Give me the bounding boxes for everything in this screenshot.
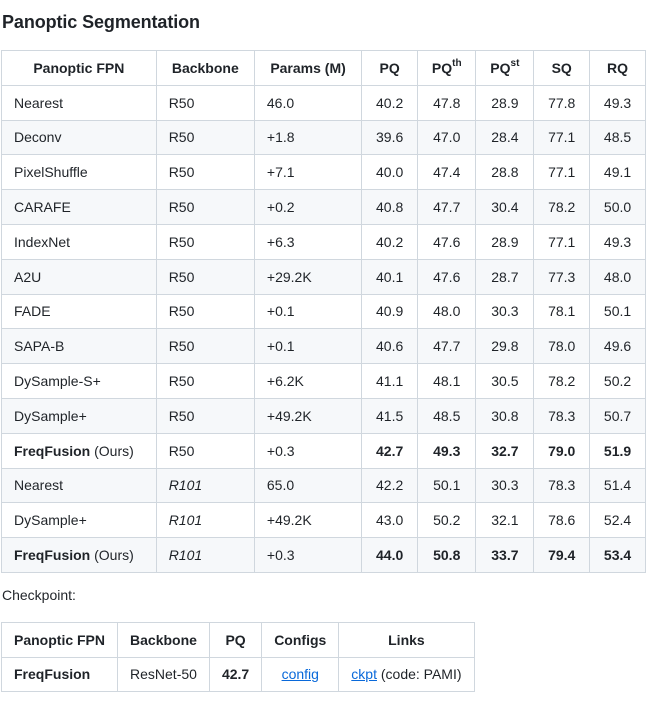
method-suffix: (Ours) [90,547,134,564]
params-cell: 65.0 [254,468,361,503]
method-cell [2,364,157,399]
backbone-cell: R50 [156,155,254,190]
method-name: CARAFE [14,199,71,216]
rq-cell: 50.2 [590,364,646,399]
params-cell: 46.0 [254,85,361,120]
config-link[interactable]: config [281,666,319,683]
table-row [2,364,646,399]
col-header-pq-th-label: PQ [431,59,453,76]
pq-st-cell: 28.9 [476,224,534,259]
table-row [2,120,646,155]
rq-cell: 51.9 [590,433,646,468]
pq-th-cell: 47.8 [418,85,476,120]
pq-st-cell: 32.1 [476,503,534,538]
sq-cell: 77.1 [534,224,590,259]
method-suffix: (Ours) [90,442,134,459]
params-cell: +1.8 [254,120,361,155]
table-row [2,155,646,190]
method-cell [2,503,157,538]
pq-st-cell: 30.3 [476,468,534,503]
method-cell [2,259,157,294]
method-cell [2,398,157,433]
col-header-params: Params (M) [254,51,361,86]
pq-st-cell: 30.4 [476,190,534,225]
backbone-cell: R101 [156,538,254,573]
col-header-configs: Configs [262,623,339,658]
pq-th-cell: 47.7 [418,329,476,364]
sq-cell: 78.1 [534,294,590,329]
pq-cell: 42.2 [362,468,418,503]
method-name: Nearest [14,477,64,494]
col-header-pq: PQ [209,623,261,658]
sq-cell: 78.6 [534,503,590,538]
backbone-cell: R50 [156,294,254,329]
col-header-pq-st-sup: st [510,58,520,70]
table-row [2,503,646,538]
params-cell: +0.1 [254,294,361,329]
pq-cell: 42.7 [362,433,418,468]
rq-cell: 49.1 [590,155,646,190]
pq-cell: 40.2 [362,224,418,259]
sq-cell: 77.1 [534,155,590,190]
pq-th-cell: 47.6 [418,224,476,259]
pq-st-cell: 28.7 [476,259,534,294]
table-row [2,468,646,503]
params-cell: +0.2 [254,190,361,225]
params-cell: +6.3 [254,224,361,259]
params-cell: +6.2K [254,364,361,399]
sq-cell: 77.1 [534,120,590,155]
pq-st-cell: 29.8 [476,329,534,364]
rq-cell: 50.0 [590,190,646,225]
method-name: IndexNet [14,233,71,250]
rq-cell: 50.1 [590,294,646,329]
col-header-pq-th-sup: th [452,58,462,70]
pq-cell: 41.1 [362,364,418,399]
pq-cell: 40.6 [362,329,418,364]
pq-cell: 40.8 [362,190,418,225]
method-name: DySample-S+ [14,373,101,390]
method-cell: FreqFusion [2,657,118,692]
method-cell [2,538,157,573]
pq-st-cell: 28.9 [476,85,534,120]
method-cell [2,294,157,329]
backbone-cell: R50 [156,224,254,259]
col-header-pq-st [476,51,534,86]
col-header-sq: SQ [534,51,590,86]
backbone-cell: R50 [156,190,254,225]
backbone-cell: R50 [156,433,254,468]
table-row [2,398,646,433]
col-header-pq: PQ [362,51,418,86]
table-header-row [2,623,475,658]
method-cell [2,120,157,155]
table-row [2,259,646,294]
params-cell: +7.1 [254,155,361,190]
sq-cell: 79.4 [534,538,590,573]
pq-th-cell: 50.1 [418,468,476,503]
method-cell [2,155,157,190]
links-cell [339,657,474,692]
params-cell: +0.3 [254,538,361,573]
table-row [2,329,646,364]
pq-cell: 44.0 [362,538,418,573]
params-cell: +0.3 [254,433,361,468]
params-cell: +49.2K [254,398,361,433]
pq-th-cell: 49.3 [418,433,476,468]
ckpt-note: (code: PAMI) [376,666,462,683]
rq-cell: 53.4 [590,538,646,573]
method-name: Nearest [14,94,64,111]
rq-cell: 48.0 [590,259,646,294]
table-row [2,190,646,225]
sq-cell: 78.2 [534,364,590,399]
method-cell [2,224,157,259]
pq-st-cell: 28.4 [476,120,534,155]
col-header-method: Panoptic FPN [2,623,118,658]
method-cell [2,433,157,468]
pq-st-cell: 30.8 [476,398,534,433]
params-cell: +29.2K [254,259,361,294]
pq-th-cell: 47.4 [418,155,476,190]
rq-cell: 49.3 [590,224,646,259]
backbone-cell: R50 [156,364,254,399]
method-cell [2,468,157,503]
table-row [2,538,646,573]
params-cell: +0.1 [254,329,361,364]
checkpoint-table [1,622,475,692]
method-name: FreqFusion [14,442,91,459]
backbone-cell: R50 [156,85,254,120]
sq-cell: 78.3 [534,398,590,433]
pq-th-cell: 47.6 [418,259,476,294]
pq-st-cell: 32.7 [476,433,534,468]
table-row [2,85,646,120]
table-row [2,294,646,329]
pq-th-cell: 50.2 [418,503,476,538]
method-cell [2,85,157,120]
col-header-links: Links [339,623,474,658]
pq-cell: 39.6 [362,120,418,155]
pq-cell: 42.7 [209,657,261,692]
rq-cell: 48.5 [590,120,646,155]
pq-th-cell: 47.0 [418,120,476,155]
method-name: FADE [14,303,51,320]
col-header-pq-st-label: PQ [490,59,511,76]
backbone-cell: R50 [156,259,254,294]
col-header-backbone: Backbone [156,51,254,86]
pq-th-cell: 48.5 [418,398,476,433]
method-name: FreqFusion [14,547,91,564]
col-header-rq: RQ [590,51,646,86]
col-header-pq-th [418,51,476,86]
table-row [2,433,646,468]
rq-cell: 50.7 [590,398,646,433]
sq-cell: 77.3 [534,259,590,294]
method-name: Deconv [14,129,62,146]
pq-cell: 40.9 [362,294,418,329]
col-header-backbone: Backbone [118,623,210,658]
pq-cell: 40.0 [362,155,418,190]
pq-th-cell: 48.1 [418,364,476,399]
pq-st-cell: 30.5 [476,364,534,399]
rq-cell: 51.4 [590,468,646,503]
backbone-cell: R101 [156,503,254,538]
table-row [2,657,475,692]
method-name: DySample+ [14,512,87,529]
rq-cell: 49.3 [590,85,646,120]
pq-st-cell: 33.7 [476,538,534,573]
pq-st-cell: 30.3 [476,294,534,329]
method-cell [2,329,157,364]
method-name: DySample+ [14,407,87,424]
pq-th-cell: 50.8 [418,538,476,573]
configs-cell [262,657,339,692]
backbone-cell: ResNet-50 [118,657,210,692]
ckpt-link[interactable]: ckpt [351,666,377,683]
pq-th-cell: 47.7 [418,190,476,225]
checkpoint-label: Checkpoint: [2,587,76,603]
backbone-cell: R50 [156,398,254,433]
rq-cell: 49.6 [590,329,646,364]
sq-cell: 77.8 [534,85,590,120]
method-name: PixelShuffle [14,164,88,181]
sq-cell: 79.0 [534,433,590,468]
sq-cell: 78.3 [534,468,590,503]
table-row [2,224,646,259]
panoptic-results-table [1,50,646,573]
pq-cell: 41.5 [362,398,418,433]
pq-cell: 40.2 [362,85,418,120]
backbone-cell: R101 [156,468,254,503]
backbone-cell: R50 [156,120,254,155]
pq-th-cell: 48.0 [418,294,476,329]
backbone-cell: R50 [156,329,254,364]
section-title: Panoptic Segmentation [2,12,200,32]
rq-cell: 52.4 [590,503,646,538]
method-cell [2,190,157,225]
pq-cell: 40.1 [362,259,418,294]
pq-st-cell: 28.8 [476,155,534,190]
table-header-row [2,51,646,86]
params-cell: +49.2K [254,503,361,538]
col-header-method: Panoptic FPN [2,51,157,86]
sq-cell: 78.0 [534,329,590,364]
pq-cell: 43.0 [362,503,418,538]
sq-cell: 78.2 [534,190,590,225]
method-name: A2U [14,268,42,285]
method-name: SAPA-B [14,338,65,355]
